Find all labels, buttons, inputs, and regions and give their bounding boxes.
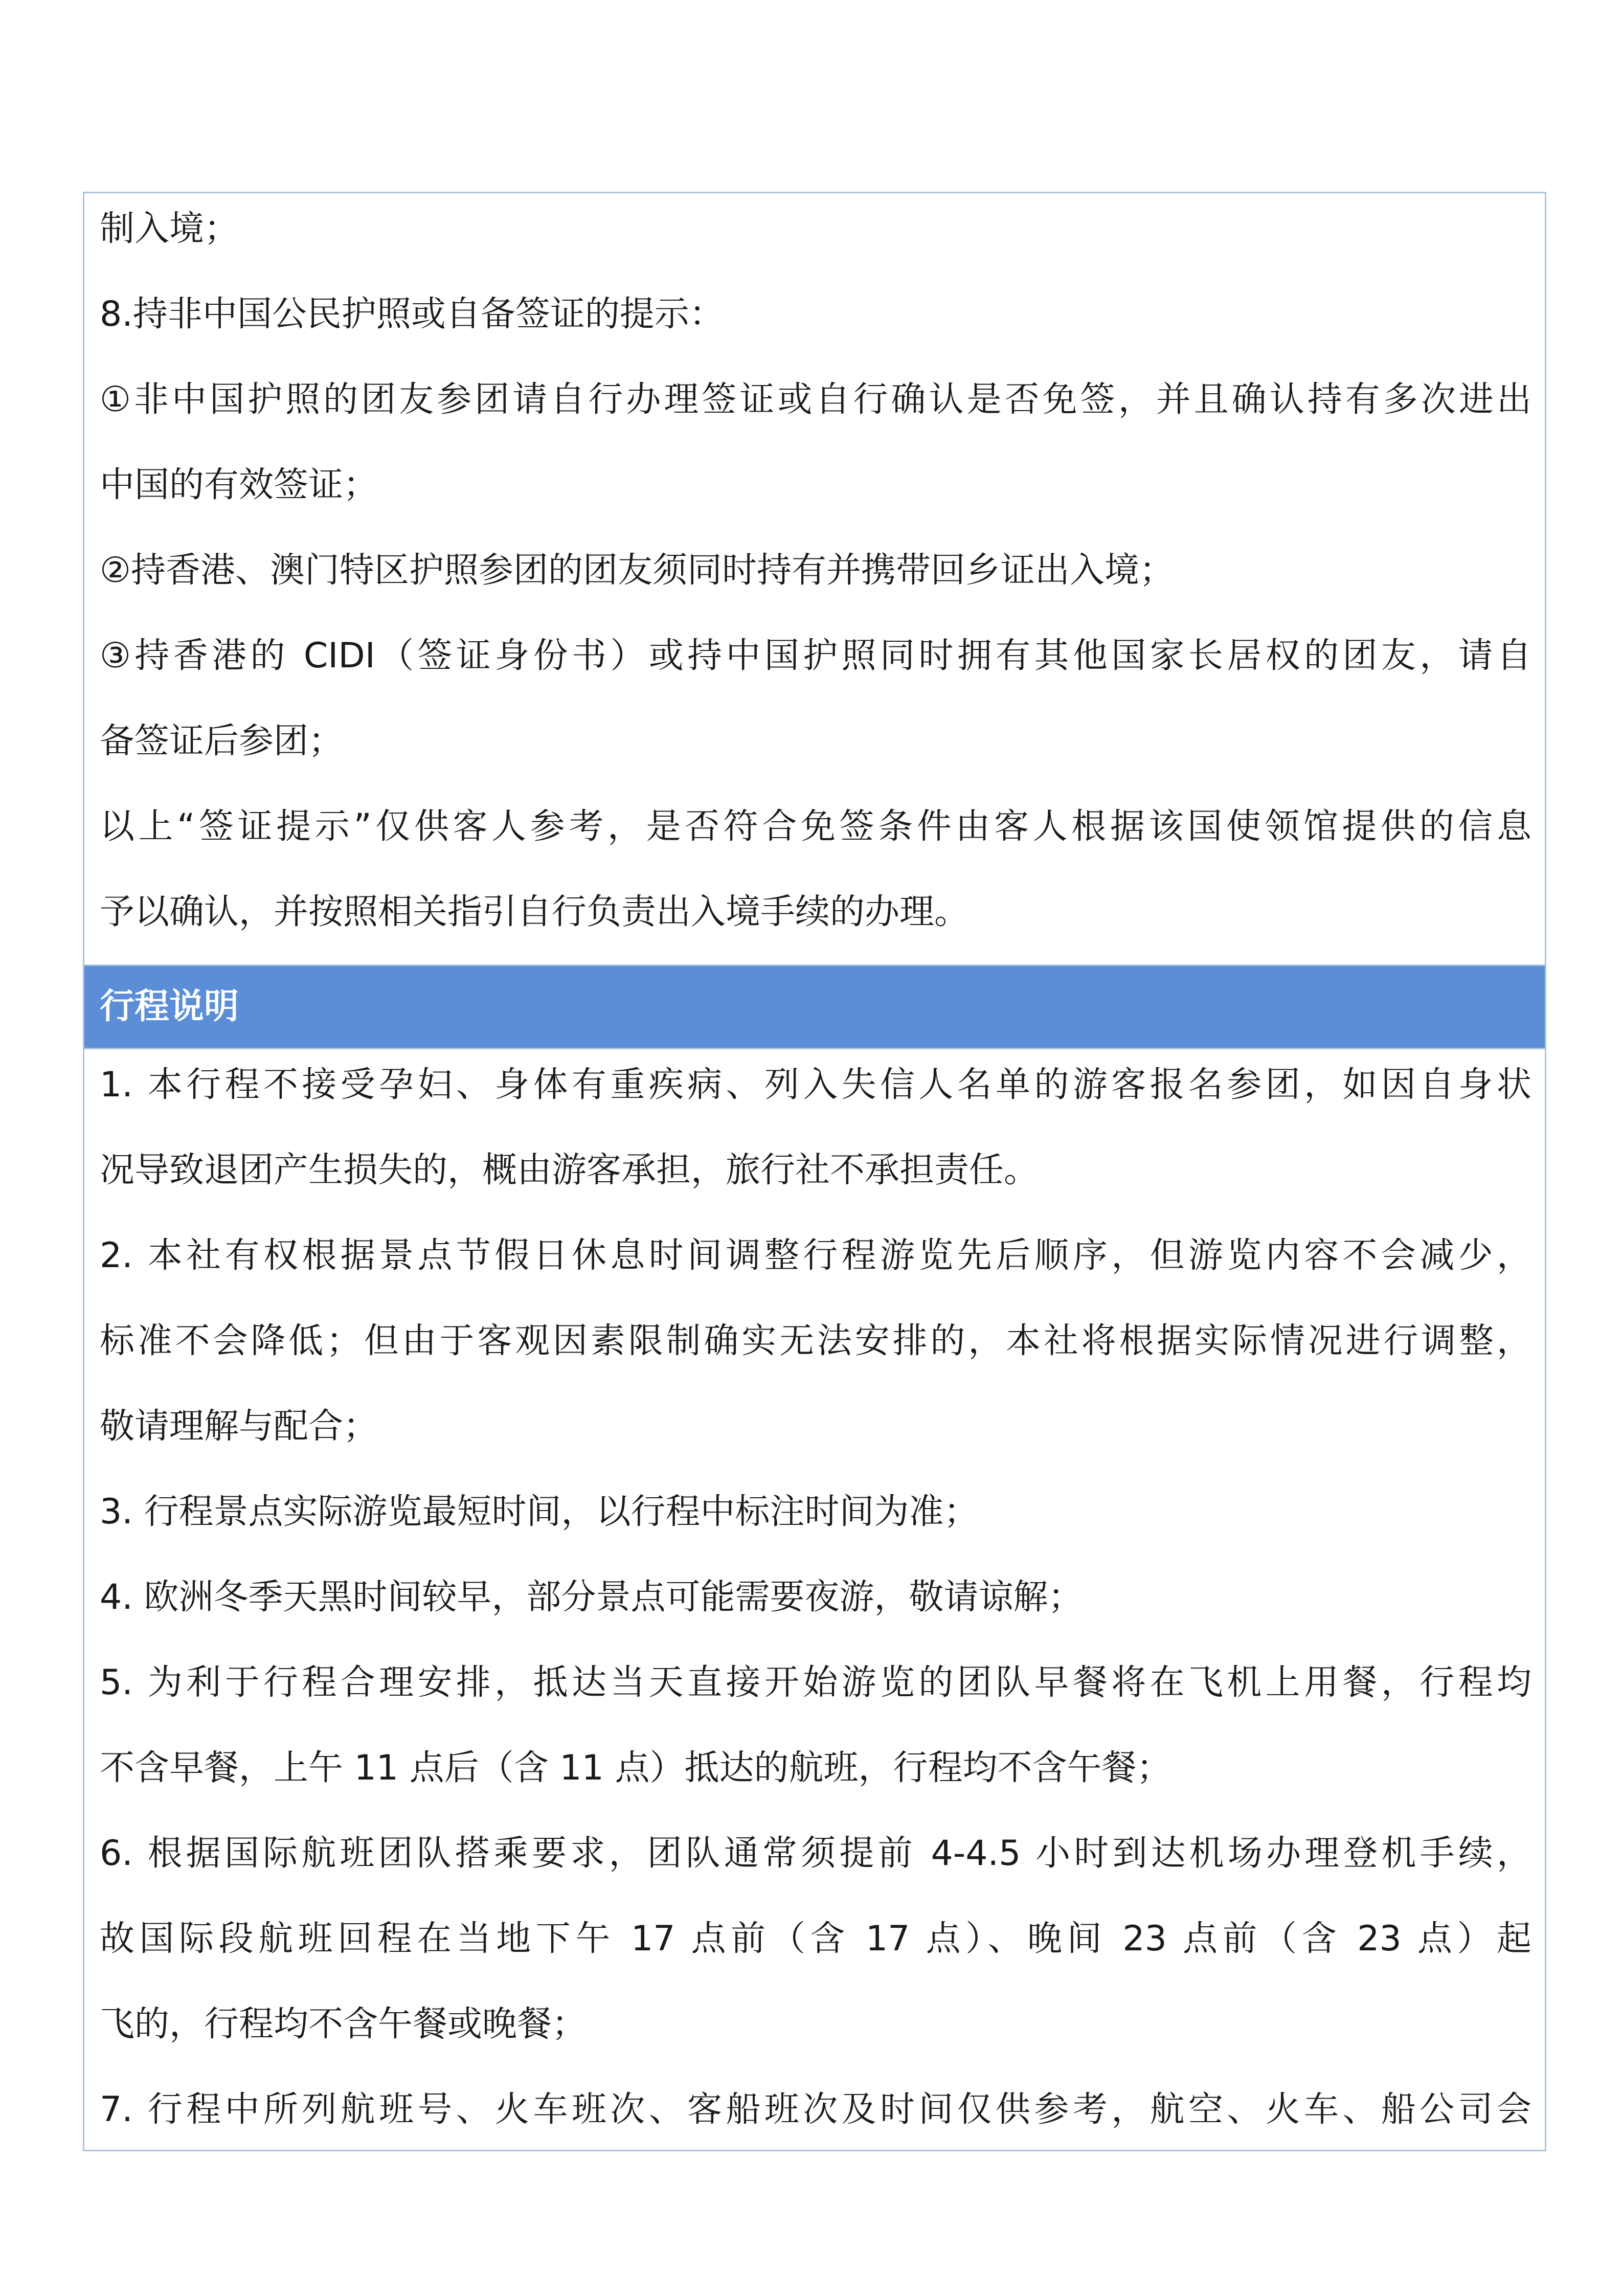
visa-notice-line: 以上“签证提示”仅供客人参考，是否符合免签条件由客人根据该国使领馆提供的信息: [100, 806, 1531, 847]
visa-notice-line: ②持香港、澳门特区护照参团的团友须同时持有并携带回乡证出入境；: [100, 550, 1174, 591]
itinerary-section-title: 行程说明: [100, 986, 239, 1027]
visa-notice-line: ③持香港的 CIDI（签证身份书）或持中国护照同时拥有其他国家长居权的团友，请自: [100, 636, 1531, 676]
itinerary-note-line: 3. 行程景点实际游览最短时间，以行程中标注时间为准；: [100, 1492, 979, 1532]
visa-notice-line: 制入境；: [100, 209, 239, 249]
visa-notice-line: ①非中国护照的团友参团请自行办理签证或自行确认是否免签，并且确认持有多次进出: [100, 379, 1531, 420]
visa-notice-line: 备签证后参团；: [100, 721, 344, 761]
itinerary-note-line: 况导致退团产生损失的，概由游客承担，旅行社不承担责任。: [100, 1150, 1039, 1190]
visa-notice-line: 8.持非中国公民护照或自备签证的提示：: [100, 294, 724, 334]
itinerary-note-line: 飞的，行程均不含午餐或晚餐；: [100, 2004, 587, 2044]
itinerary-notes-section: [84, 1049, 1545, 2151]
itinerary-section-header: [84, 964, 1545, 1049]
itinerary-note-line: 标准不会降低；但由于客观因素限制确实无法安排的，本社将根据实际情况进行调整，: [100, 1321, 1531, 1361]
itinerary-note-line: 不含早餐，上午 11 点后（含 11 点）抵达的航班，行程均不含午餐；: [100, 1748, 1171, 1788]
itinerary-note-line: 5. 为利于行程合理安排，抵达当天直接开始游览的团队早餐将在飞机上用餐，行程均: [100, 1662, 1531, 1703]
visa-notice-line: 中国的有效签证；: [100, 465, 378, 505]
itinerary-note-line: 故国际段航班回程在当地下午 17 点前（含 17 点）、晚间 23 点前（含 23 点）起: [100, 1919, 1531, 1959]
itinerary-note-line: 7. 行程中所列航班号、火车班次、客船班次及时间仅供参考，航空、火车、船公司会: [100, 2089, 1531, 2130]
itinerary-note-line: 6. 根据国际航班团队搭乘要求，团队通常须提前 4-4.5 小时到达机场办理登机手续，: [100, 1833, 1531, 1874]
itinerary-note-line: 2. 本社有权根据景点节假日休息时间调整行程游览先后顺序，但游览内容不会减少，: [100, 1235, 1531, 1276]
itinerary-note-line: 敬请理解与配合；: [100, 1406, 378, 1447]
visa-notice-section: [84, 193, 1545, 964]
itinerary-note-line: 1. 本行程不接受孕妇、身体有重疾病、列入失信人名单的游客报名参团，如因自身状: [100, 1065, 1531, 1105]
itinerary-note-line: 4. 欧洲冬季天黑时间较早，部分景点可能需要夜游，敬请谅解；: [100, 1577, 1083, 1617]
content-table: [83, 192, 1546, 2151]
visa-notice-line: 予以确认，并按照相关指引自行负责出入境手续的办理。: [100, 892, 970, 932]
